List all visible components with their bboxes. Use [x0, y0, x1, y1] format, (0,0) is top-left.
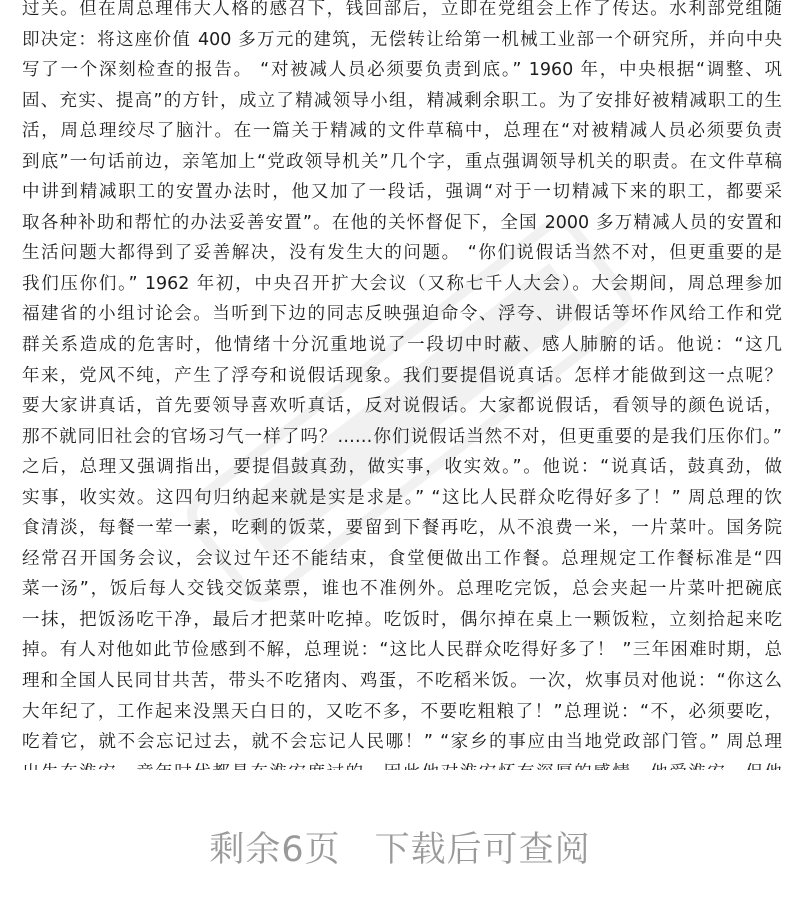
- text-line: 食清淡，每餐一荤一素，吃剩的饭菜，要留到下餐再吃，从不浪费一米，一片菜叶。国务院: [22, 518, 782, 539]
- text-line: 经常召开国务会议，会议过午还不能结束，食堂便做出工作餐。总理规定工作餐标准是“四: [22, 548, 782, 569]
- text-line: 年来，党风不纯，产生了浮夸和说假话现象。我们要提倡说真话。怎样才能做到这一点呢？: [22, 365, 782, 386]
- text-line: 中讲到精减职工的安置办法时，他又加了一段话，强调“对于一切精减下来的职工，都要采: [22, 182, 782, 203]
- text-line: 活，周总理绞尽了脑汁。在一篇关于精减的文件草稿中，总理在“对被精减人员必须要负责: [22, 121, 782, 142]
- text-line: 一抹，把饭汤吃干净，最后才把菜叶吃掉。吃饭时，偶尔掉在桌上一颗饭粒，立刻拾起来吃: [22, 609, 782, 630]
- text-line: 过关。但在周总理伟大人格的感召下，钱回部后，立即在党组会上作了传达。水利部党组随: [22, 0, 782, 19]
- remaining-pages-label: 剩余6页: [209, 830, 341, 870]
- text-line: 即决定：将这座价值 400 多万元的建筑，无偿转让给第一机械工业部一个研究所，并向中央: [22, 29, 782, 50]
- text-line: 固、充实、提高”的方针，成立了精减领导小组，精减剩余职工。为了安排好被精减职工的生: [22, 90, 782, 111]
- text-line: 写了一个深刻检查的报告。 “对被减人员必须要负责到底。” 1960 年，中央根据“调整、巩: [22, 60, 782, 81]
- text-line: 菜一汤”，饭后每人交钱交饭菜票，谁也不准例外。总理吃完饭，总会夹起一片菜叶把碗底: [22, 579, 782, 600]
- download-prompt[interactable]: [0, 822, 800, 872]
- text-line: 那不就同旧社会的官场习气一样了吗？……你们说假话当然不对，但更重要的是我们压你们。”: [22, 426, 782, 447]
- text-line: 掉。有人对他如此节俭感到不解，总理说：“这比人民群众吃得好多了！ ”三年困难时期，总: [22, 640, 782, 661]
- document-text: [22, 0, 782, 819]
- text-line: 取各种补助和帮忙的办法妥善安置”。在他的关怀督促下，全国 2000 多万精减人员的安置和: [22, 212, 782, 233]
- text-line: 实事，收实效。这四句归纳起来就是实是求是。” “这比人民群众吃得好多了！” 周总理的饮: [22, 487, 782, 508]
- text-line: 吃着它，就不会忘记过去，就不会忘记人民哪！” “家乡的事应由当地党政部门管。” 周总理: [22, 732, 782, 753]
- download-hint-label: 下载后可查阅: [374, 830, 591, 870]
- text-line: 理和全国人民同甘共苦，带头不吃猪肉、鸡蛋，不吃稻米饭。一次，炊事员对他说：“你这么: [22, 671, 782, 692]
- text-line: 大年纪了，工作起来没黑天白日的，又吃不多，不要吃粗粮了！”总理说：“不，必须要吃，: [22, 701, 782, 722]
- text-line: 福建省的小组讨论会。当听到下边的同志反映强迫命令、浮夸、讲假话等坏作风给工作和党: [22, 304, 782, 325]
- text-line: 生活问题大都得到了妥善解决，没有发生大的问题。 “你们说假话当然不对，但更重要的是: [22, 243, 782, 264]
- text-line: 到底”一句话前边，亲笔加上“党政领导机关”几个字，重点强调领导机关的职责。在文件草稿: [22, 151, 782, 172]
- text-line: 群关系造成的危害时，他情绪十分沉重地说了一段切中时蔽、感人肺腑的话。他说：“这几: [22, 335, 782, 356]
- text-line: 要大家讲真话，首先要领导喜欢听真话，反对说假话。大家都说假话，看领导的颜色说话，: [22, 396, 782, 417]
- text-line: 我们压你们。” 1962 年初，中央召开扩大会议（又称七千人大会）。大会期间，周总理参加: [22, 273, 782, 294]
- text-line: 之后，总理又强调指出，要提倡鼓真劲，做实事，收实效。”。他说：“说真话，鼓真劲，做: [22, 457, 782, 478]
